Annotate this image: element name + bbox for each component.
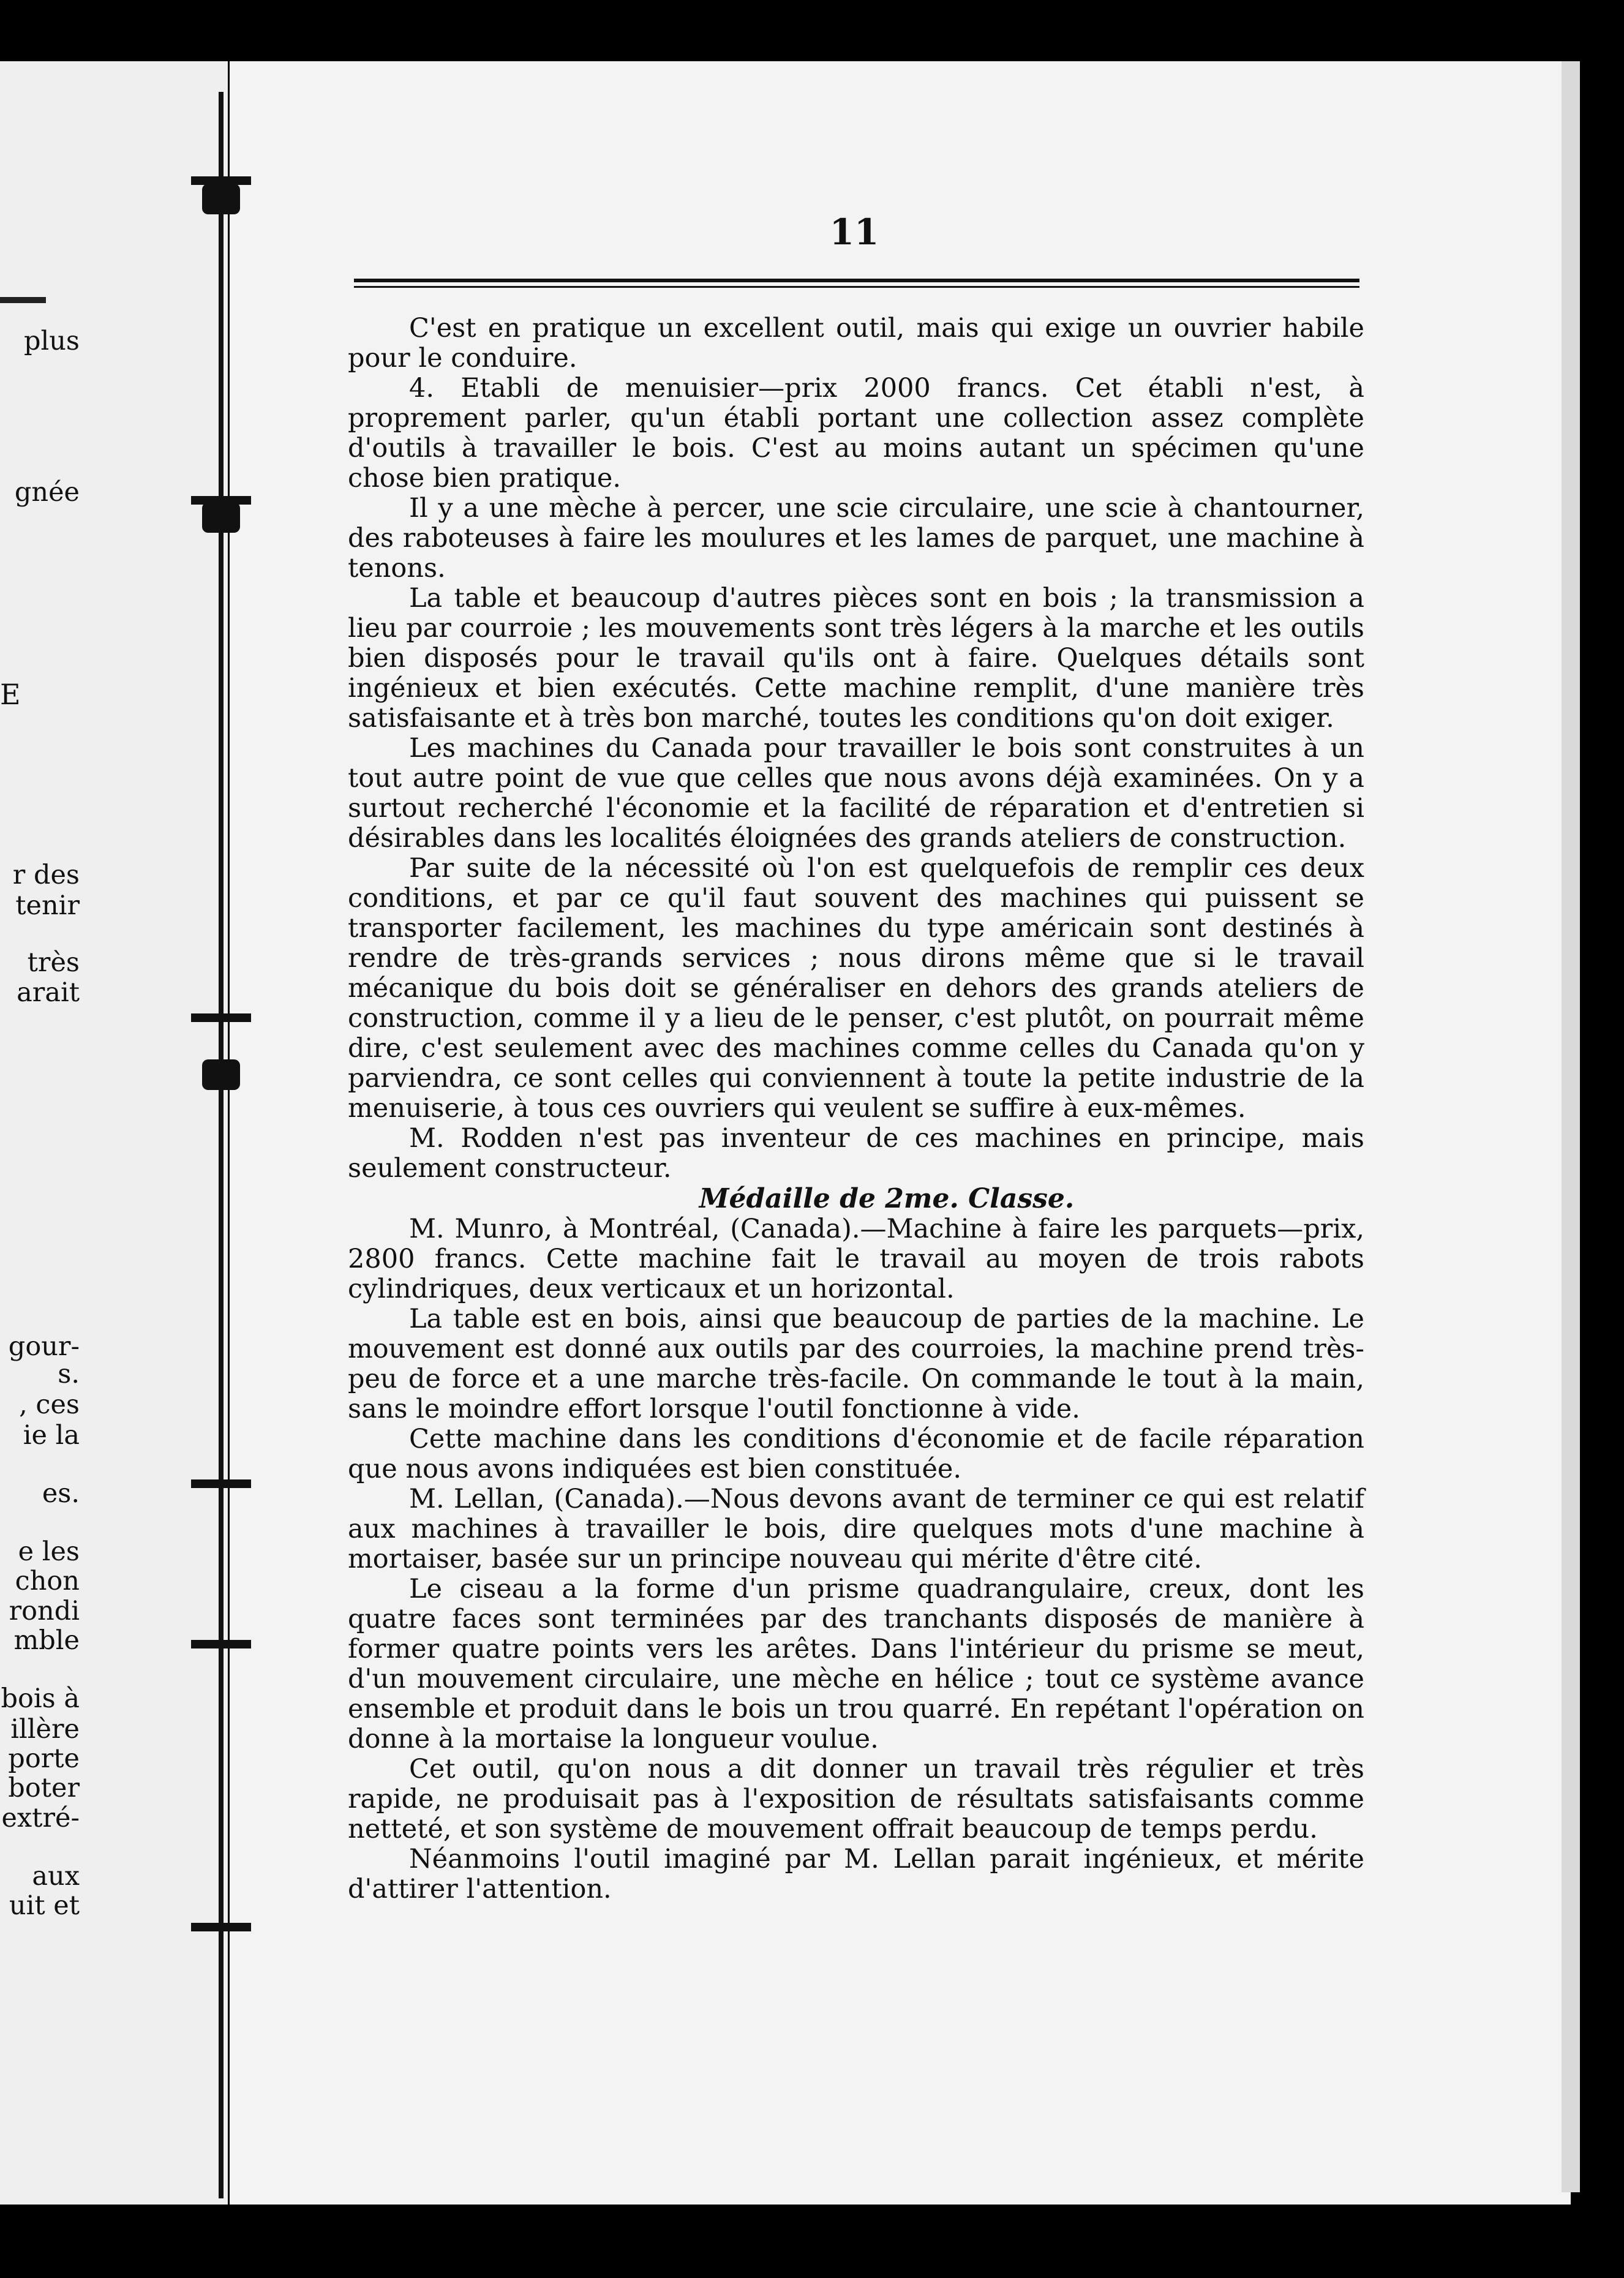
binding-clip (202, 184, 240, 214)
left-fragment: tenir (15, 890, 80, 921)
binding-clip (191, 1640, 251, 1648)
binding-clip (202, 502, 240, 533)
left-fragment: r des (12, 860, 80, 890)
left-fragment: ie la (23, 1420, 80, 1451)
left-page (0, 61, 228, 2205)
paragraph: Le ciseau a la forme d'un prisme quadrangulaire, creux, dont les quatre faces sont terminées par des tranchants disposés de manière à former quatre points vers les arêtes. Dans l'intérieur du prisme se meut, d'un mouvement circulaire, une mèche en hélice ; tout ce système avance ensemble et produit dans le bois un trou quarré. En repétant l'opération on donne à la mortaise la longueur voulue. (348, 1574, 1364, 1754)
paragraph: Il y a une mèche à percer, une scie circulaire, une scie à chantourner, des raboteuses à faire les moulures et les lames de parquet, une machine à tenons. (348, 493, 1364, 584)
header-rule (354, 279, 1359, 288)
left-fragment: arait (17, 977, 80, 1008)
paragraph: La table et beaucoup d'autres pièces sont en bois ; la transmission a lieu par courroie ; les mouvements sont très légers à la marche et les outils bien disposés pour le travail qu'ils ont à faire. Quelques détails sont ingénieux et bien exécutés. Cette machine remplit, d'une manière très satisfaisante et à très bon marché, toutes les conditions qu'on doit exiger. (348, 583, 1364, 734)
left-fragment: illère (10, 1714, 80, 1745)
left-fragment: chon (15, 1566, 80, 1596)
paragraph: La table est en bois, ainsi que beaucoup de parties de la machine. Le mouvement est donné aux outils par des courroies, la machine prend très-peu de force et a une marche très-facile. On commande le tout à la main, sans le moindre effort lorsque l'outil fonctionne à vide. (348, 1304, 1364, 1424)
section-heading: Médaille de 2me. Classe. (699, 1183, 1075, 1214)
paragraph: 4. Etabli de menuisier—prix 2000 francs. Cet établi n'est, à proprement parler, qu'un établi portant une collection assez complète d'outils à travailler le bois. C'est au moins autant un spécimen qu'une chose bien pratique. (348, 373, 1364, 494)
binding-clip (191, 1479, 251, 1488)
left-fragment: E (0, 678, 21, 711)
left-fragment: bois à (1, 1683, 80, 1714)
left-fragment: s. (58, 1359, 80, 1389)
paragraph: M. Lellan, (Canada).—Nous devons avant de terminer ce qui est relatif aux machines à travailler le bois, dire quelques mots d'une machine à mortaiser, basée sur un principe nouveau qui mérite d'être cité. (348, 1484, 1364, 1574)
left-fragment: , ces (19, 1389, 80, 1420)
left-fragment: gnée (14, 477, 80, 508)
left-fragment: aux (32, 1861, 80, 1892)
binding-line (219, 92, 224, 2198)
binding-clip (191, 1013, 251, 1022)
left-fragment: boter (8, 1773, 80, 1803)
paragraph: M. Rodden n'est pas inventeur de ces machines en principe, mais seulement constructeur. (348, 1123, 1364, 1184)
left-fragment: mble (13, 1625, 80, 1656)
left-fragment: es. (42, 1478, 80, 1509)
left-page-rule (0, 297, 46, 303)
paragraph: C'est en pratique un excellent outil, mais qui exige un ouvrier habile pour le conduire. (348, 313, 1364, 374)
left-fragment: plus (23, 326, 80, 356)
paragraph: Les machines du Canada pour travailler le bois sont construites à un tout autre point de vue que celles que nous avons déjà examinées. On y a surtout recherché l'économie et la facilité de réparation et d'entretien si désirables dans les localités éloignées des grands ateliers de construction. (348, 733, 1364, 854)
left-fragment: porte (8, 1743, 80, 1774)
left-fragment: extré- (1, 1803, 80, 1833)
left-fragment: rondi (9, 1596, 80, 1626)
left-fragment: très (27, 947, 80, 978)
binding-clip (191, 1923, 251, 1931)
binding-clip (202, 1059, 240, 1090)
page-number: 11 (829, 211, 879, 253)
paragraph: Cette machine dans les conditions d'économie et de facile réparation que nous avons indiquées est bien constituée. (348, 1424, 1364, 1484)
left-fragment: gour- (8, 1331, 80, 1362)
page-edge (1562, 61, 1580, 2192)
paragraph: Cet outil, qu'on nous a dit donner un travail très régulier et très rapide, ne produisait pas à l'exposition de résultats satisfaisants comme netteté, et son système de mouvement offrait beaucoup de temps perdu. (348, 1754, 1364, 1844)
paragraph: Par suite de la nécessité où l'on est quelquefois de remplir ces deux conditions, et par ce qu'il faut souvent des machines qui puissent se transporter facilement, les machines du type américain sont destinés à rendre de très-grands services ; nous dirons même que si le travail mécanique du bois doit se généraliser en dehors des grands ateliers de construction, comme il y a lieu de le penser, c'est plutôt, on pourrait même dire, c'est seulement avec des machines comme celles du Canada qu'on y parviendra, ce sont celles qui conviennent à toute la petite industrie de la menuiserie, à tous ces ouvriers qui veulent se suffire à eux-mêmes. (348, 853, 1364, 1124)
left-fragment: e les (18, 1536, 80, 1567)
paragraph: Néanmoins l'outil imaginé par M. Lellan parait ingénieux, et mérite d'attirer l'attention. (348, 1844, 1364, 1904)
left-fragment: uit et (9, 1890, 80, 1921)
paragraph: M. Munro, à Montréal, (Canada).—Machine à faire les parquets—prix, 2800 francs. Cette machine fait le travail au moyen de trois rabots cylindriques, deux verticaux et un horizontal. (348, 1214, 1364, 1304)
body-text (348, 314, 1364, 1904)
